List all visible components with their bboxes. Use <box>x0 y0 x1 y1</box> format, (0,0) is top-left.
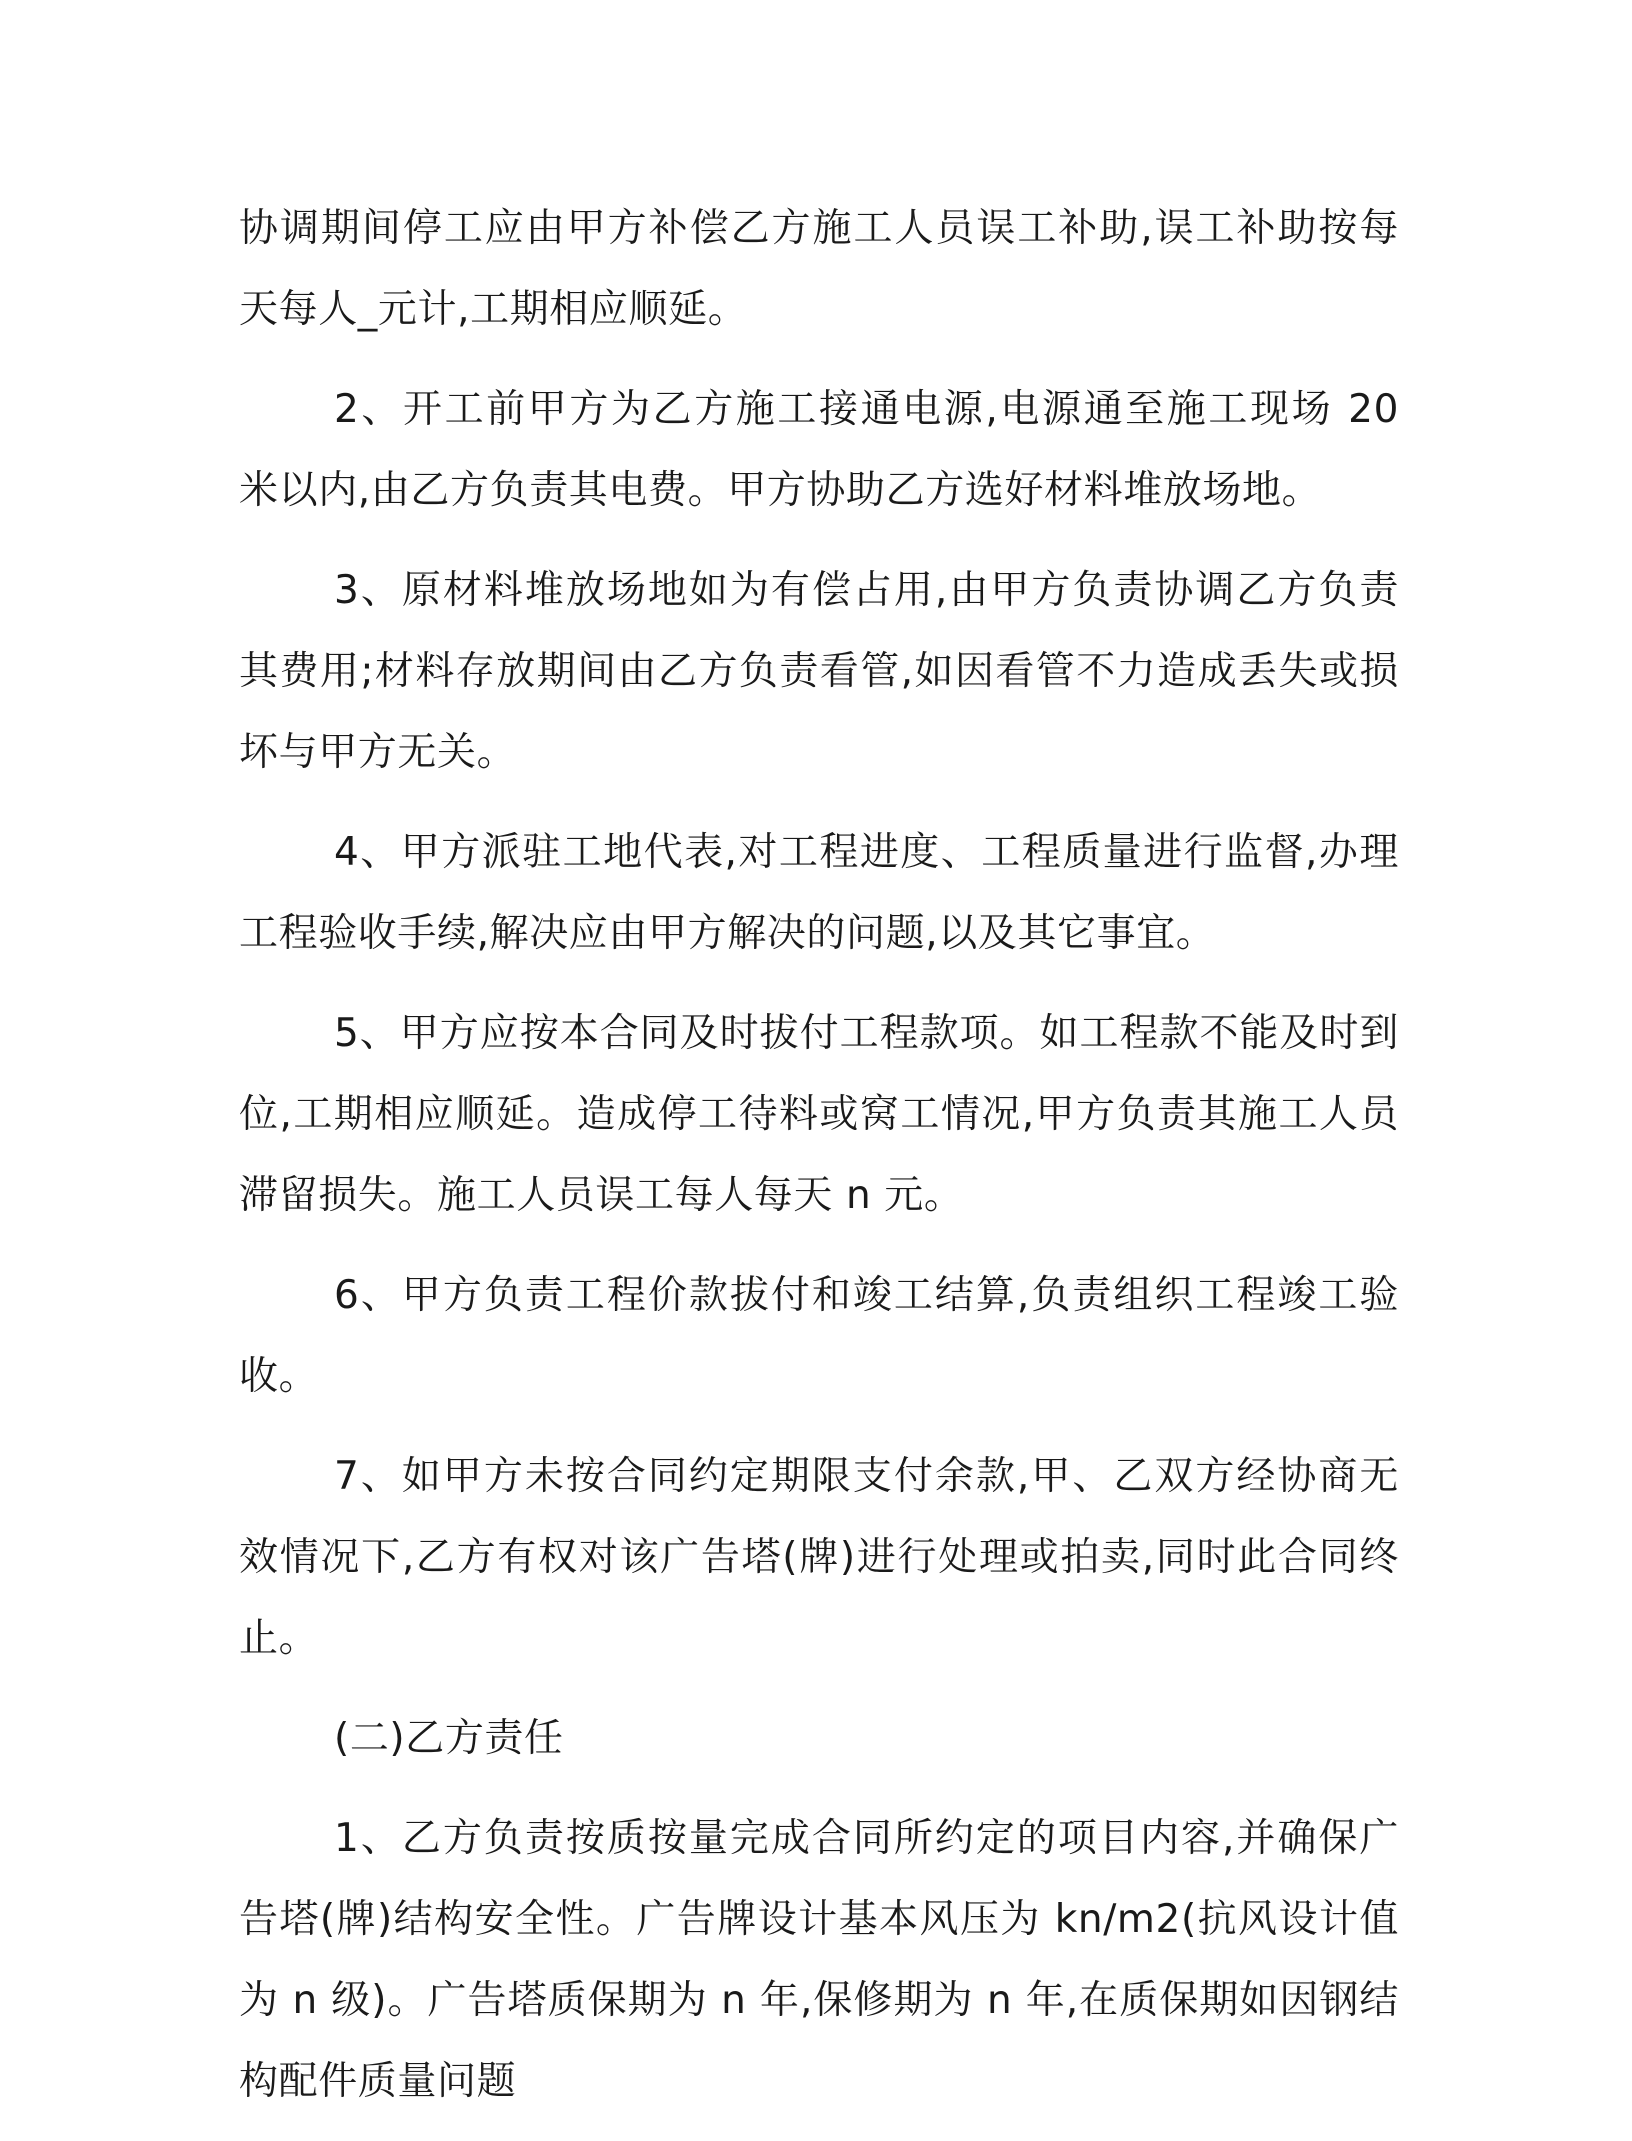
paragraph-item-7: 7、如甲方未按合同约定期限支付余款,甲、乙双方经协商无效情况下,乙方有权对该广告塔(牌)进行处理或拍卖,同时此合同终止。 <box>239 1454 1399 1661</box>
paragraph-item-4: 4、甲方派驻工地代表,对工程进度、工程质量进行监督,办理工程验收手续,解决应由甲方解决的问题,以及其它事宜。 <box>239 830 1399 956</box>
document-body <box>239 188 1399 2141</box>
paragraph-continuation: 协调期间停工应由甲方补偿乙方施工人员误工补助,误工补助按每天每人_元计,工期相应顺延。 <box>239 206 1399 332</box>
paragraph-party-b-item-1: 1、乙方负责按质按量完成合同所约定的项目内容,并确保广告塔(牌)结构安全性。广告牌设计基本风压为 kn/m2(抗风设计值为 n 级)。广告塔质保期为 n 年,保修期为 n 年,在质保期如因钢结构配件质量问题 <box>239 1816 1399 2104</box>
paragraph-item-2: 2、开工前甲方为乙方施工接通电源,电源通至施工现场 20 米以内,由乙方负责其电费。甲方协助乙方选好材料堆放场地。 <box>239 387 1399 513</box>
paragraph-item-3: 3、原材料堆放场地如为有偿占用,由甲方负责协调乙方负责其费用;材料存放期间由乙方负责看管,如因看管不力造成丢失或损坏与甲方无关。 <box>239 568 1399 775</box>
section-heading-party-b: (二)乙方责任 <box>334 1716 564 1761</box>
paragraph-item-5: 5、甲方应按本合同及时拔付工程款项。如工程款不能及时到位,工期相应顺延。造成停工待料或窝工情况,甲方负责其施工人员滞留损失。施工人员误工每人每天 n 元。 <box>239 1011 1399 1218</box>
paragraph-item-6: 6、甲方负责工程价款拔付和竣工结算,负责组织工程竣工验收。 <box>239 1273 1399 1399</box>
